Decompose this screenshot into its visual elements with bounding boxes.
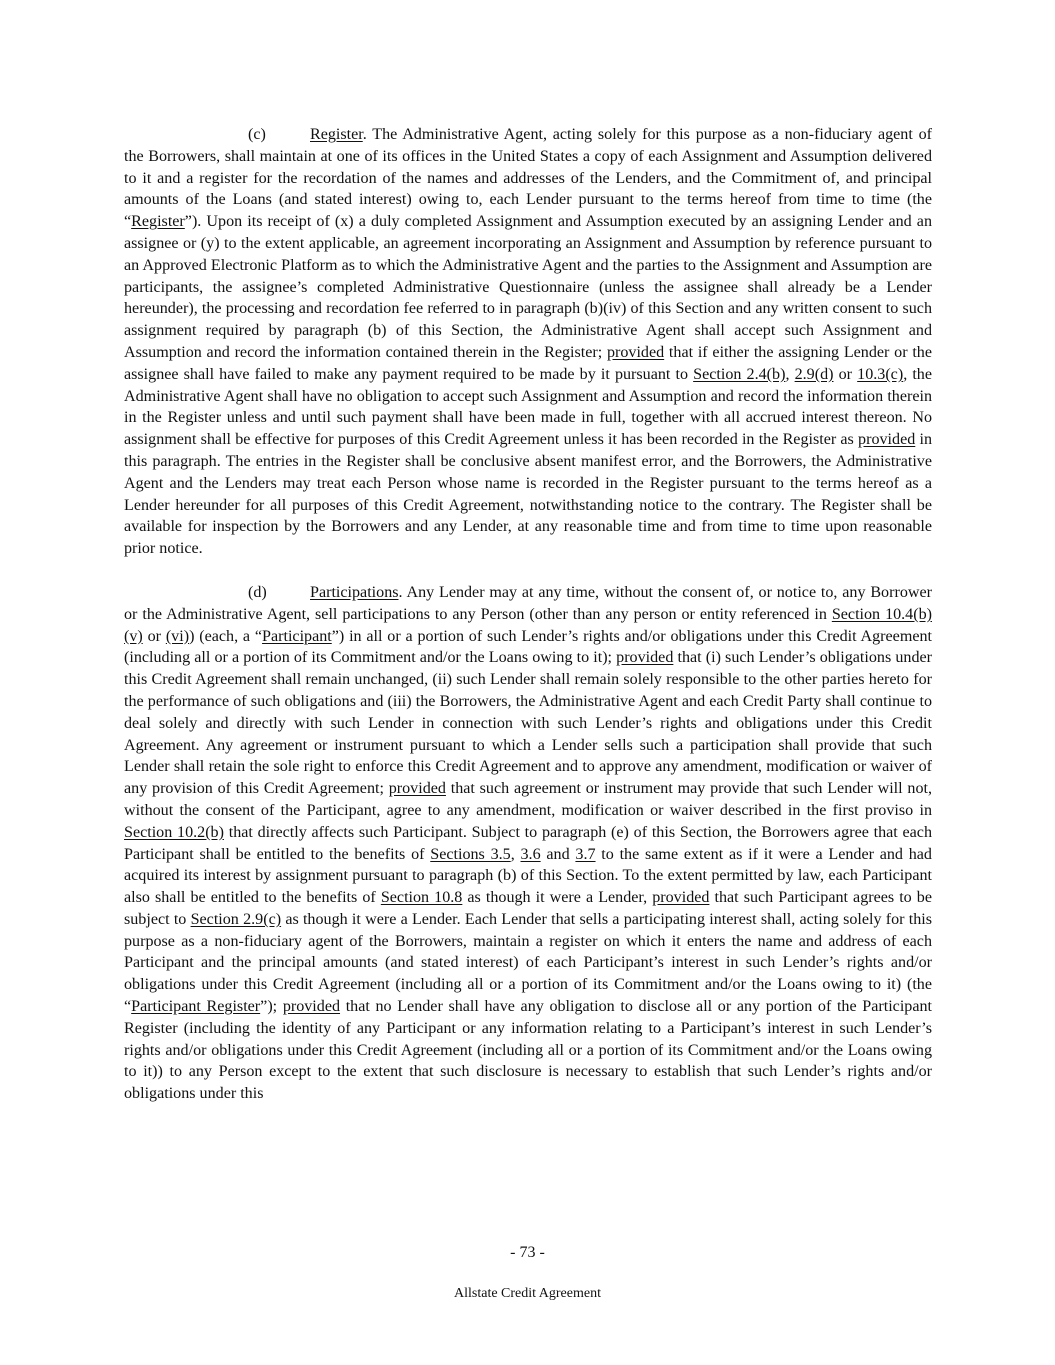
underlined-term: provided [606, 343, 665, 361]
underlined-term: Participations [310, 583, 399, 601]
underlined-term: Section 10.2(b) [124, 823, 224, 841]
text-run: or [142, 627, 166, 645]
text-run: , the Administrative Agent shall have no obligation to accept such Assignment and Assumption and record the information therein in the Register unless and until such payment shall have been made in full, together with all accrued interest thereon. No assignment shall be effective for purposes of this Credit Agreement unless it has been recorded in the Register as [124, 365, 932, 449]
underlined-term: Participant [262, 627, 332, 645]
underlined-term: provided [858, 431, 916, 449]
text-run: that no Lender shall have any obligation to disclose all or any portion of the Participant Register (including the identity of any Participant or any information relating to a Participant’s interest in such Lender’s rights and/or obligations under this Credit Agreement (including all or a portion of its Commitment and/or the Loans owing to it)) to any Person except to the extent that such disclosure is necessary to establish that such Lender’s rights and/or obligations under this [124, 998, 933, 1103]
page-number: - 73 - [510, 1244, 545, 1261]
text-run: that such agreement or instrument may provide that such Lender will not, without the consent of the Participant, agree to any amendment, modification or waiver described in the first proviso in [124, 780, 933, 819]
underlined-term: provided [388, 780, 446, 798]
text-run: in this paragraph. The entries in the Register shall be conclusive absent manifest error, and the Borrowers, the Administrative Agent and the Lenders may treat each Person whose name is recorded in the Register pursuant to the terms hereof as a Lender hereunder for all purposes of this Credit Agreement, notwithstanding notice to the contrary. The Register shall be available for inspection by the Borrowers and any Lender, at any reasonable time and from time to time upon reasonable prior notice. [124, 431, 932, 558]
text-run: ”) in all or a portion of such Lender’s rights and/or obligations under this Credit Agreement (including all or a portion of its Commitment and/or the Loans owing to it); [124, 627, 933, 667]
underlined-term: Section 10.4(b)(v) [124, 605, 932, 645]
paragraph-number: (c) [248, 126, 266, 143]
underlined-term: 3.7 [575, 845, 596, 863]
underlined-term: 3.6 [520, 845, 541, 863]
text-run: , [785, 365, 795, 383]
underlined-term: Participant Register [131, 998, 261, 1016]
underlined-term: Register [310, 126, 363, 143]
underlined-term: provided [616, 649, 674, 667]
text-run: . Any Lender may at any time, without the consent of, or notice to, any Borrower or the Administrative Agent, sell participations to any Person (other than any person or entity referenced in [124, 583, 932, 623]
text-run: or [833, 365, 858, 383]
underlined-term: 2.9(d) [794, 365, 834, 383]
text-run: that if either the assigning Lender or the assignee shall have failed to make any payment required to be made by it pursuant to [124, 343, 932, 383]
underlined-term: Register [131, 213, 185, 231]
text-run: that (i) such Lender’s obligations under this Credit Agreement shall remain unchanged, (ii) such Lender shall remain solely responsible to the other parties hereto for the performance of such obligations and (iii) the Borrowers, the Administrative Agent and each Credit Party shall continue to deal solely and directly with such Lender in connection with such Lender’s rights and obligations under this Credit Agreement. Any agreement or instrument pursuant to which a Lender sells such a participation shall provide that such Lender shall retain the sole right to enforce this Credit Agreement and to approve any amendment, modification or waiver of any provision of this Credit Agreement; [124, 649, 932, 798]
text-run: to the same extent as if it were a Lender and had acquired its interest by assignment pursuant to paragraph (b) of this Section. To the extent permitted by law, each Participant also shall be entitled to the benefits of [124, 845, 932, 907]
paragraph-c [124, 124, 932, 560]
underlined-term: provided [282, 998, 341, 1016]
paragraph-number: (d) [248, 583, 267, 601]
paragraph-d [124, 582, 932, 1105]
text-run: ) (each, a “ [189, 627, 263, 645]
footer-title: Allstate Credit Agreement [454, 1286, 601, 1301]
underlined-term: Section 2.9(c) [190, 910, 282, 928]
underlined-term: Section 10.8 [380, 889, 463, 907]
text-run: as though it were a Lender, [462, 889, 653, 907]
underlined-term: 10.3(c) [857, 365, 904, 383]
document-body [124, 124, 932, 1127]
text-run: . The Administrative Agent, acting solely for this purpose as a non-fiduciary agent of the Borrowers, shall maintain at one of its offices in the United States a copy of each Assignment and Assumption delivered to it and a register for the recordation of the names and addresses of the Lenders, and the Commitment of, and principal amounts of the Loans (and stated interest) owing to, each Lender pursuant to the terms hereof from time to time (the “ [124, 126, 932, 231]
text-run: and [540, 845, 576, 863]
text-run: that such Participant agrees to be subject to [124, 889, 932, 928]
underlined-term: Sections 3.5 [430, 845, 511, 863]
text-run: , [510, 845, 521, 863]
underlined-term: (vi) [165, 627, 190, 645]
text-run: that directly affects such Participant. Subject to paragraph (e) of this Section, the Borrowers agree that each Participant shall be entitled to the benefits of [124, 823, 932, 863]
underlined-term: provided [652, 889, 710, 907]
text-run: ”); [260, 998, 283, 1016]
text-run: ”). Upon its receipt of (x) a duly completed Assignment and Assumption executed by an assigning Lender and an assignee or (y) to the extent applicable, an agreement incorporating an Assignment and Assumption by reference pursuant to an Approved Electronic Platform as to which the Administrative Agent and the parties to the Assignment and Assumption are participants, the assignee’s completed Administrative Questionnaire (unless the assignee shall already be a Lender hereunder), the processing and recordation fee referred to in paragraph (b)(iv) of this Section and any written consent to such assignment required by paragraph (b) of this Section, the Administrative Agent shall accept such Assignment and Assumption and record the information contained therein in the Register; [124, 213, 932, 361]
text-run: as though it were a Lender. Each Lender that sells a participating interest shall, acting solely for this purpose as a non-fiduciary agent of the Borrowers, maintain a register on which it enters the name and address of each Participant and the principal amounts (and stated interest) of each Participant’s interest in such Lender’s rights and/or obligations under this Credit Agreement (including all or a portion of its Commitment and/or the Loans owing to it) (the “ [124, 910, 933, 1016]
underlined-term: Section 2.4(b) [693, 365, 786, 383]
